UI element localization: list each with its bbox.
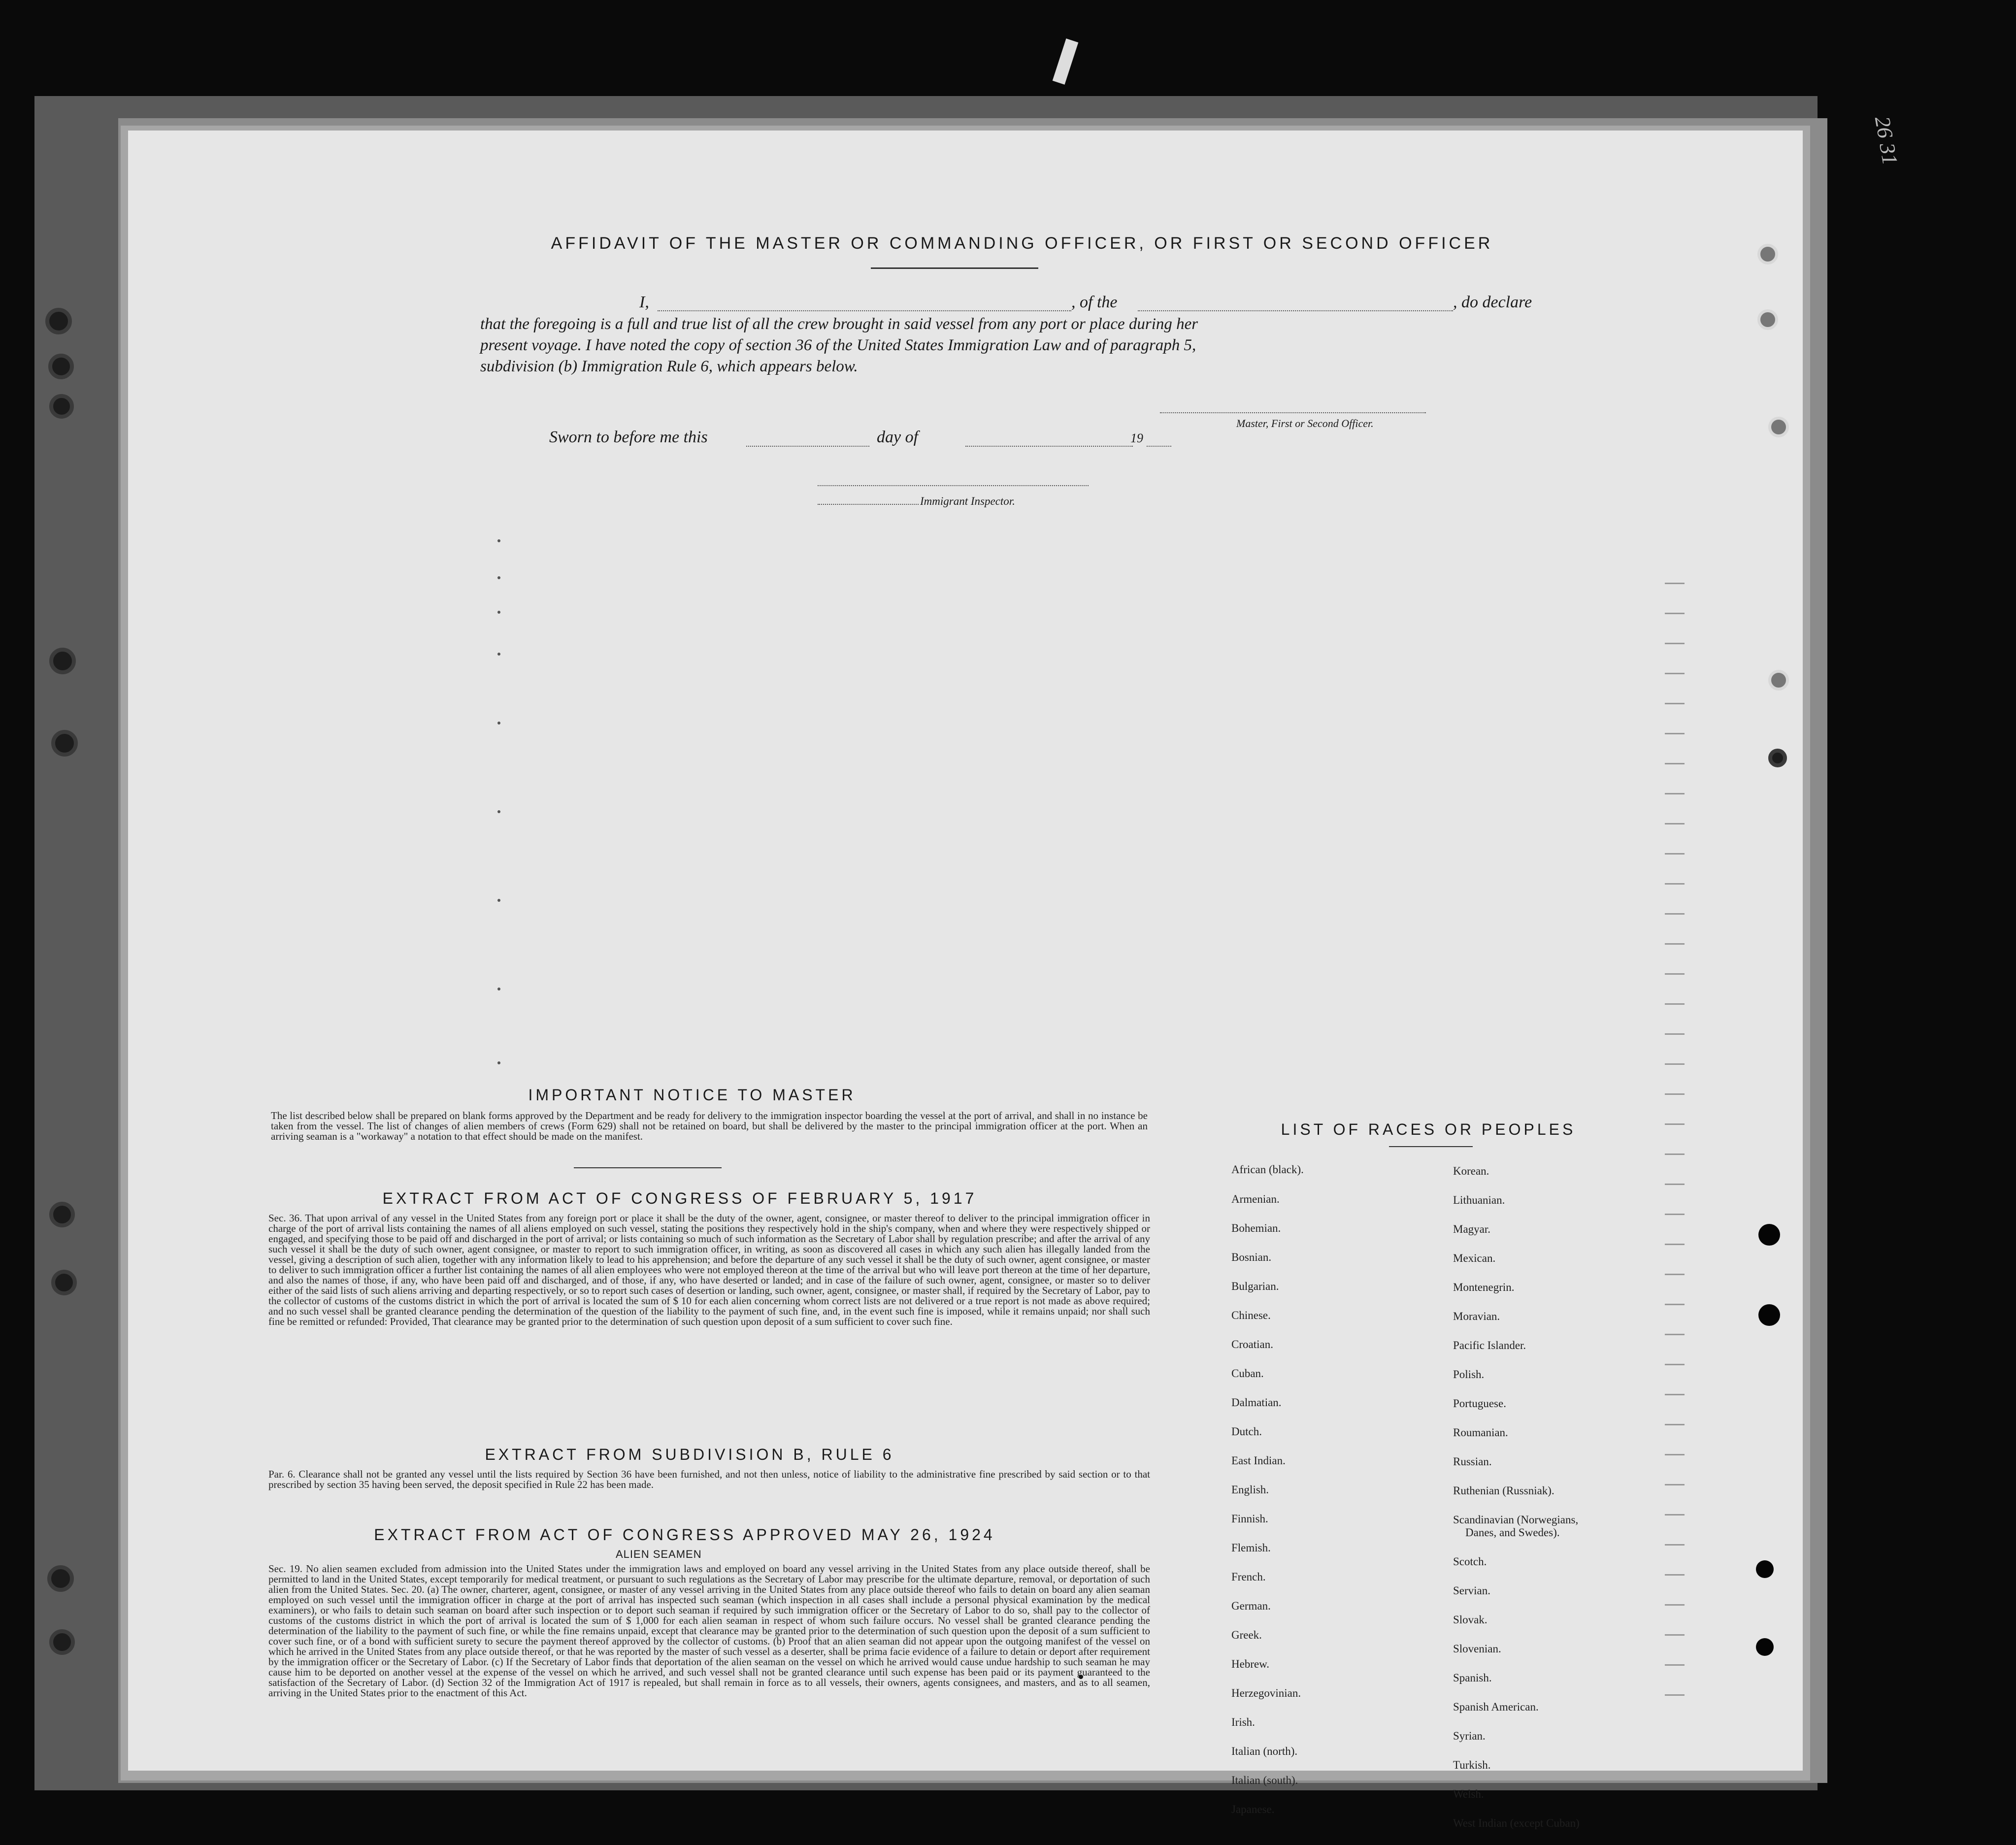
- race-item: Bulgarian.: [1231, 1280, 1279, 1292]
- title-underline: [871, 267, 1038, 269]
- race-item: East Indian.: [1231, 1454, 1286, 1467]
- race-item: Spanish.: [1453, 1672, 1492, 1684]
- extract-rule6-body: Par. 6. Clearance shall not be granted any vessel until the lists required by Section 36 have been furnished, and not then unless, notice of liability to the administrative fine prescribed by said section or to that prescribed by section 35 having been served, the deposit specified in Rule 22 has been made.: [268, 1468, 1150, 1490]
- margin-dot: [497, 1061, 500, 1064]
- binder-stud: [45, 308, 72, 334]
- race-item: Flemish.: [1231, 1542, 1271, 1554]
- race-item: Armenian.: [1231, 1193, 1280, 1205]
- year-blank: [1147, 446, 1171, 447]
- extract-1924-body: Sec. 19. No alien seamen excluded from admission into the United States under the immigration laws and employed on board any vessel arriving in the United States from any place outside thereof, shall be permitted to land in the United States, except temporarily for medical treatment, or pursuant to such regulations as the Secretary of Labor may prescribe for the ultimate departure, removal, or deportation of such alien from the United States. Sec. 20. (a) The owner, charterer, agent, consignee, or master of any vessel arriving in the United States from any place outside thereof who fails to detain on board any alien seaman employed on such vessel until the immigration officer in charge at the port of arrival has inspected such seaman (which inspection in all cases shall include a personal physical examination by the medical examiners), or who fails to detain such seaman on board after such inspection or to deport such seaman if required by such immigration officer or the Secretary of Labor to do so, shall pay to the collector of customs of the customs district in which the port of arrival is located the sum of $ 1,000 for each alien seaman in respect of whom such failure occurs. No vessel shall be granted clearance pending the determination of the liability to the payment of such fine, or while the fine remains unpaid, except that clearance may be granted prior to the determination of such question upon the deposit of a sum sufficient to cover such fine, or of a bond with sufficient surety to secure the payment thereof approved by the collector of customs. (b) Proof that an alien seaman did not appear upon the outgoing manifest of the vessel on which he arrived in the United States from any place outside thereof, or that he was reported by the master of such vessel as a deserter, shall be prima facie evidence of a failure to detain or deport after requirement by the immigration officer or the Secretary of Labor. (c) If the Secretary of Labor finds that deportation of the alien seaman on the vessel on which he arrived would cause undue hardship to such seaman he may cause him to be deported on another vessel at the expense of the vessel on which he arrived, and such vessel shall not be granted clearance until such expense has been paid or its payment guaranteed to the satisfaction of the Secretary of Labor. (d) Section 32 of the Immigration Act of 1917 is repealed, but shall remain in force as to all vessels, their owners, agents consignees, and masters, and as to all seamen, arriving in the United States prior to the enactment of this Act.: [268, 1563, 1150, 1699]
- race-item: Italian (north).: [1231, 1745, 1298, 1757]
- race-item: Hebrew.: [1231, 1658, 1270, 1670]
- punch-hole: [1758, 1224, 1780, 1246]
- race-item: Roumanian.: [1453, 1426, 1508, 1439]
- race-item: Portuguese.: [1453, 1397, 1506, 1410]
- race-item: Bohemian.: [1231, 1222, 1281, 1234]
- margin-dot: [497, 611, 500, 614]
- race-item: Slovak.: [1453, 1614, 1487, 1626]
- race-item: Montenegrin.: [1453, 1281, 1515, 1293]
- race-item: Moravian.: [1453, 1310, 1500, 1322]
- right-margin-ticks: [1665, 554, 1685, 1716]
- inspector-line-2: [818, 504, 919, 505]
- race-item: Chinese.: [1231, 1309, 1271, 1321]
- top-clip: [1053, 38, 1079, 85]
- race-item: Herzegovinian.: [1231, 1687, 1301, 1699]
- punch-hole: [1768, 417, 1789, 437]
- race-item: Japanese.: [1231, 1803, 1275, 1815]
- margin-dot: [497, 988, 500, 990]
- race-item: Italian (south).: [1231, 1774, 1298, 1786]
- race-item: Pacific Islander.: [1453, 1339, 1526, 1351]
- race-item: African (black).: [1231, 1163, 1304, 1176]
- races-title: LIST OF RACES OR PEOPLES: [1281, 1120, 1576, 1138]
- binder-stud: [49, 1629, 75, 1655]
- binder-stud: [49, 648, 76, 674]
- signature-caption: Master, First or Second Officer.: [1236, 417, 1374, 429]
- race-item: Irish.: [1231, 1716, 1255, 1728]
- race-item: Danes, and Swedes).: [1465, 1526, 1560, 1539]
- punch-hole: [1756, 1638, 1774, 1656]
- extract-1917-body: Sec. 36. That upon arrival of any vessel in the United States from any foreign port or place it shall be the duty of the owner, agent, consignee, or master thereof to deliver to the principal immigration officer in charge of the port of arrival lists containing the names of all aliens employed on such vessel, stating the positions they respectively hold in the ship's company, when and where they were respectively shipped or engaged, and specifying those to be paid off and discharged in the port of arrival; or lists containing so much of such information as the Secretary of Labor shall by regulation prescribe; and after the arrival of any such vessel it shall be the duty of such owner, agent consignee, or master to report to such immigration officer, in writing, as soon as discovered all cases in which any such alien has illegally landed from the vessel, giving a description of such alien, together with any information likely to lead to his apprehension; and before the departure of any such vessel it shall be the duty of such owner, agent consignee, or master to deliver to such immigration officer a further list containing the names of all alien employees who were not employed thereon at the time of the arrival but who will leave port thereon at the time of her departure, and also the names of those, if any, who have been paid off and discharged, and of those, if any, who have deserted or landed; and in case of the failure of such owner, agent, consignee, or master so to deliver either of the said lists of such aliens arriving and departing respectively, or so to report such cases of desertion or landing, such owner, agent, consignee, or master shall, if required by the Secretary of Labor, pay to the collector of customs of the customs district in which the port of arrival is located the sum of $ 10 for each alien concerning whom correct lists are not delivered or a true report is not made as above required; and no such vessel shall be granted clearance pending the determination of the question of the liability to the payment of such fine, and, in the event such fine is imposed, while it remains unpaid; nor shall such fine be remitted or refunded: Provided, That clearance may be granted prior to the determination of such question upon deposit of a sum sufficient to cover such fine.: [268, 1212, 1150, 1327]
- race-item: Polish.: [1453, 1368, 1485, 1381]
- declaration-line-3: present voyage. I have noted the copy of section 36 of the United States Immigration Law and of paragraph 5,: [480, 336, 1196, 354]
- race-item: Mexican.: [1453, 1252, 1496, 1264]
- race-item: Korean.: [1453, 1165, 1489, 1177]
- sworn-month-blank: [965, 446, 1133, 447]
- declaration-do-declare: , do declare: [1453, 293, 1532, 311]
- race-item: Syrian.: [1453, 1730, 1486, 1742]
- margin-dot: [497, 653, 500, 656]
- race-item: Greek.: [1231, 1629, 1262, 1641]
- vessel-blank: [1138, 310, 1453, 311]
- binder-stud: [47, 1565, 74, 1592]
- race-item: Servian.: [1453, 1584, 1491, 1597]
- affidavit-title: AFFIDAVIT OF THE MASTER OR COMMANDING OFFICER, OR FIRST OR SECOND OFFICER: [551, 234, 1493, 253]
- margin-dot: [497, 722, 500, 725]
- race-item: Croatian.: [1231, 1338, 1273, 1351]
- extract-1917-title: EXTRACT FROM ACT OF CONGRESS OF FEBRUARY 5, 1917: [382, 1189, 977, 1207]
- race-item: Scotch.: [1453, 1555, 1487, 1568]
- affidavit-page: [128, 131, 1803, 1829]
- race-item: Welsh.: [1453, 1788, 1484, 1800]
- race-item: Turkish.: [1453, 1759, 1491, 1771]
- race-item: Lithuanian.: [1453, 1194, 1505, 1206]
- corner-handwritten-mark: 26 31: [1870, 114, 1903, 167]
- punch-hole: [1757, 244, 1778, 264]
- declaration-i: I,: [639, 293, 649, 311]
- declaration-line-2: that the foregoing is a full and true list of all the crew brought in said vessel from any port or place during her: [480, 315, 1198, 333]
- race-item: French.: [1231, 1571, 1266, 1583]
- race-item: Finnish.: [1231, 1513, 1268, 1525]
- sworn-text: Sworn to before me this: [549, 428, 708, 446]
- year-prefix: 19: [1130, 431, 1143, 445]
- name-blank: [658, 310, 1071, 311]
- binder-stud: [49, 1202, 75, 1227]
- race-item: Russian.: [1453, 1455, 1492, 1468]
- binder-stud: [51, 730, 78, 757]
- day-of-text: day of: [877, 428, 919, 446]
- race-item: Cuban.: [1231, 1367, 1264, 1380]
- punch-hole: [1756, 1560, 1774, 1578]
- race-item: Slovenian.: [1453, 1643, 1501, 1655]
- margin-dot: [497, 810, 500, 813]
- declaration-of-the: , of the: [1071, 293, 1118, 311]
- punch-hole: [1768, 749, 1787, 767]
- race-item: Scandinavian (Norwegians,: [1453, 1514, 1579, 1526]
- race-item: Ruthenian (Russniak).: [1453, 1484, 1554, 1497]
- signature-line: [1160, 412, 1426, 413]
- notice-body: The list described below shall be prepared on blank forms approved by the Department and be ready for delivery to the immigration inspector boarding the vessel at the port of arrival, and shall in no instance be taken from the vessel. The list of changes of alien members of crews (Form 629) shall not be retained on board, but shall be delivered by the master to the principal immigration officer at the port. When an arriving seaman is a "workaway" a notation to that effect should be made on the manifest.: [271, 1110, 1148, 1142]
- punch-hole: [1758, 1304, 1780, 1326]
- race-item: German.: [1231, 1600, 1271, 1612]
- binder-stud: [48, 354, 74, 379]
- race-item: Magyar.: [1453, 1223, 1491, 1235]
- extract-1924-title: EXTRACT FROM ACT OF CONGRESS APPROVED MAY 26, 1924: [374, 1526, 995, 1544]
- extract-1924-subtitle: ALIEN SEAMEN: [616, 1548, 702, 1560]
- binder-stud: [49, 394, 74, 419]
- notice-divider: [574, 1167, 722, 1168]
- punch-hole: [1768, 670, 1789, 691]
- punch-hole: [1757, 309, 1778, 330]
- margin-dot: [497, 539, 500, 542]
- extract-rule6-title: EXTRACT FROM SUBDIVISION B, RULE 6: [485, 1446, 894, 1463]
- sworn-day-blank: [746, 446, 869, 447]
- inspector-signature-line: [818, 485, 1089, 486]
- binder-stud: [51, 1270, 77, 1295]
- races-title-underline: [1389, 1146, 1473, 1147]
- race-item: Bosnian.: [1231, 1251, 1272, 1263]
- inspector-caption: Immigrant Inspector.: [920, 495, 1015, 507]
- race-item: Spanish American.: [1453, 1701, 1539, 1713]
- declaration-line-4: subdivision (b) Immigration Rule 6, which appears below.: [480, 358, 858, 375]
- race-item: English.: [1231, 1483, 1269, 1496]
- margin-dot: [497, 576, 500, 579]
- race-item: Dalmatian.: [1231, 1396, 1282, 1409]
- margin-dot: [497, 899, 500, 902]
- race-item: Dutch.: [1231, 1425, 1262, 1438]
- notice-title: IMPORTANT NOTICE TO MASTER: [528, 1086, 856, 1104]
- race-item: West Indian (except Cuban): [1453, 1817, 1580, 1829]
